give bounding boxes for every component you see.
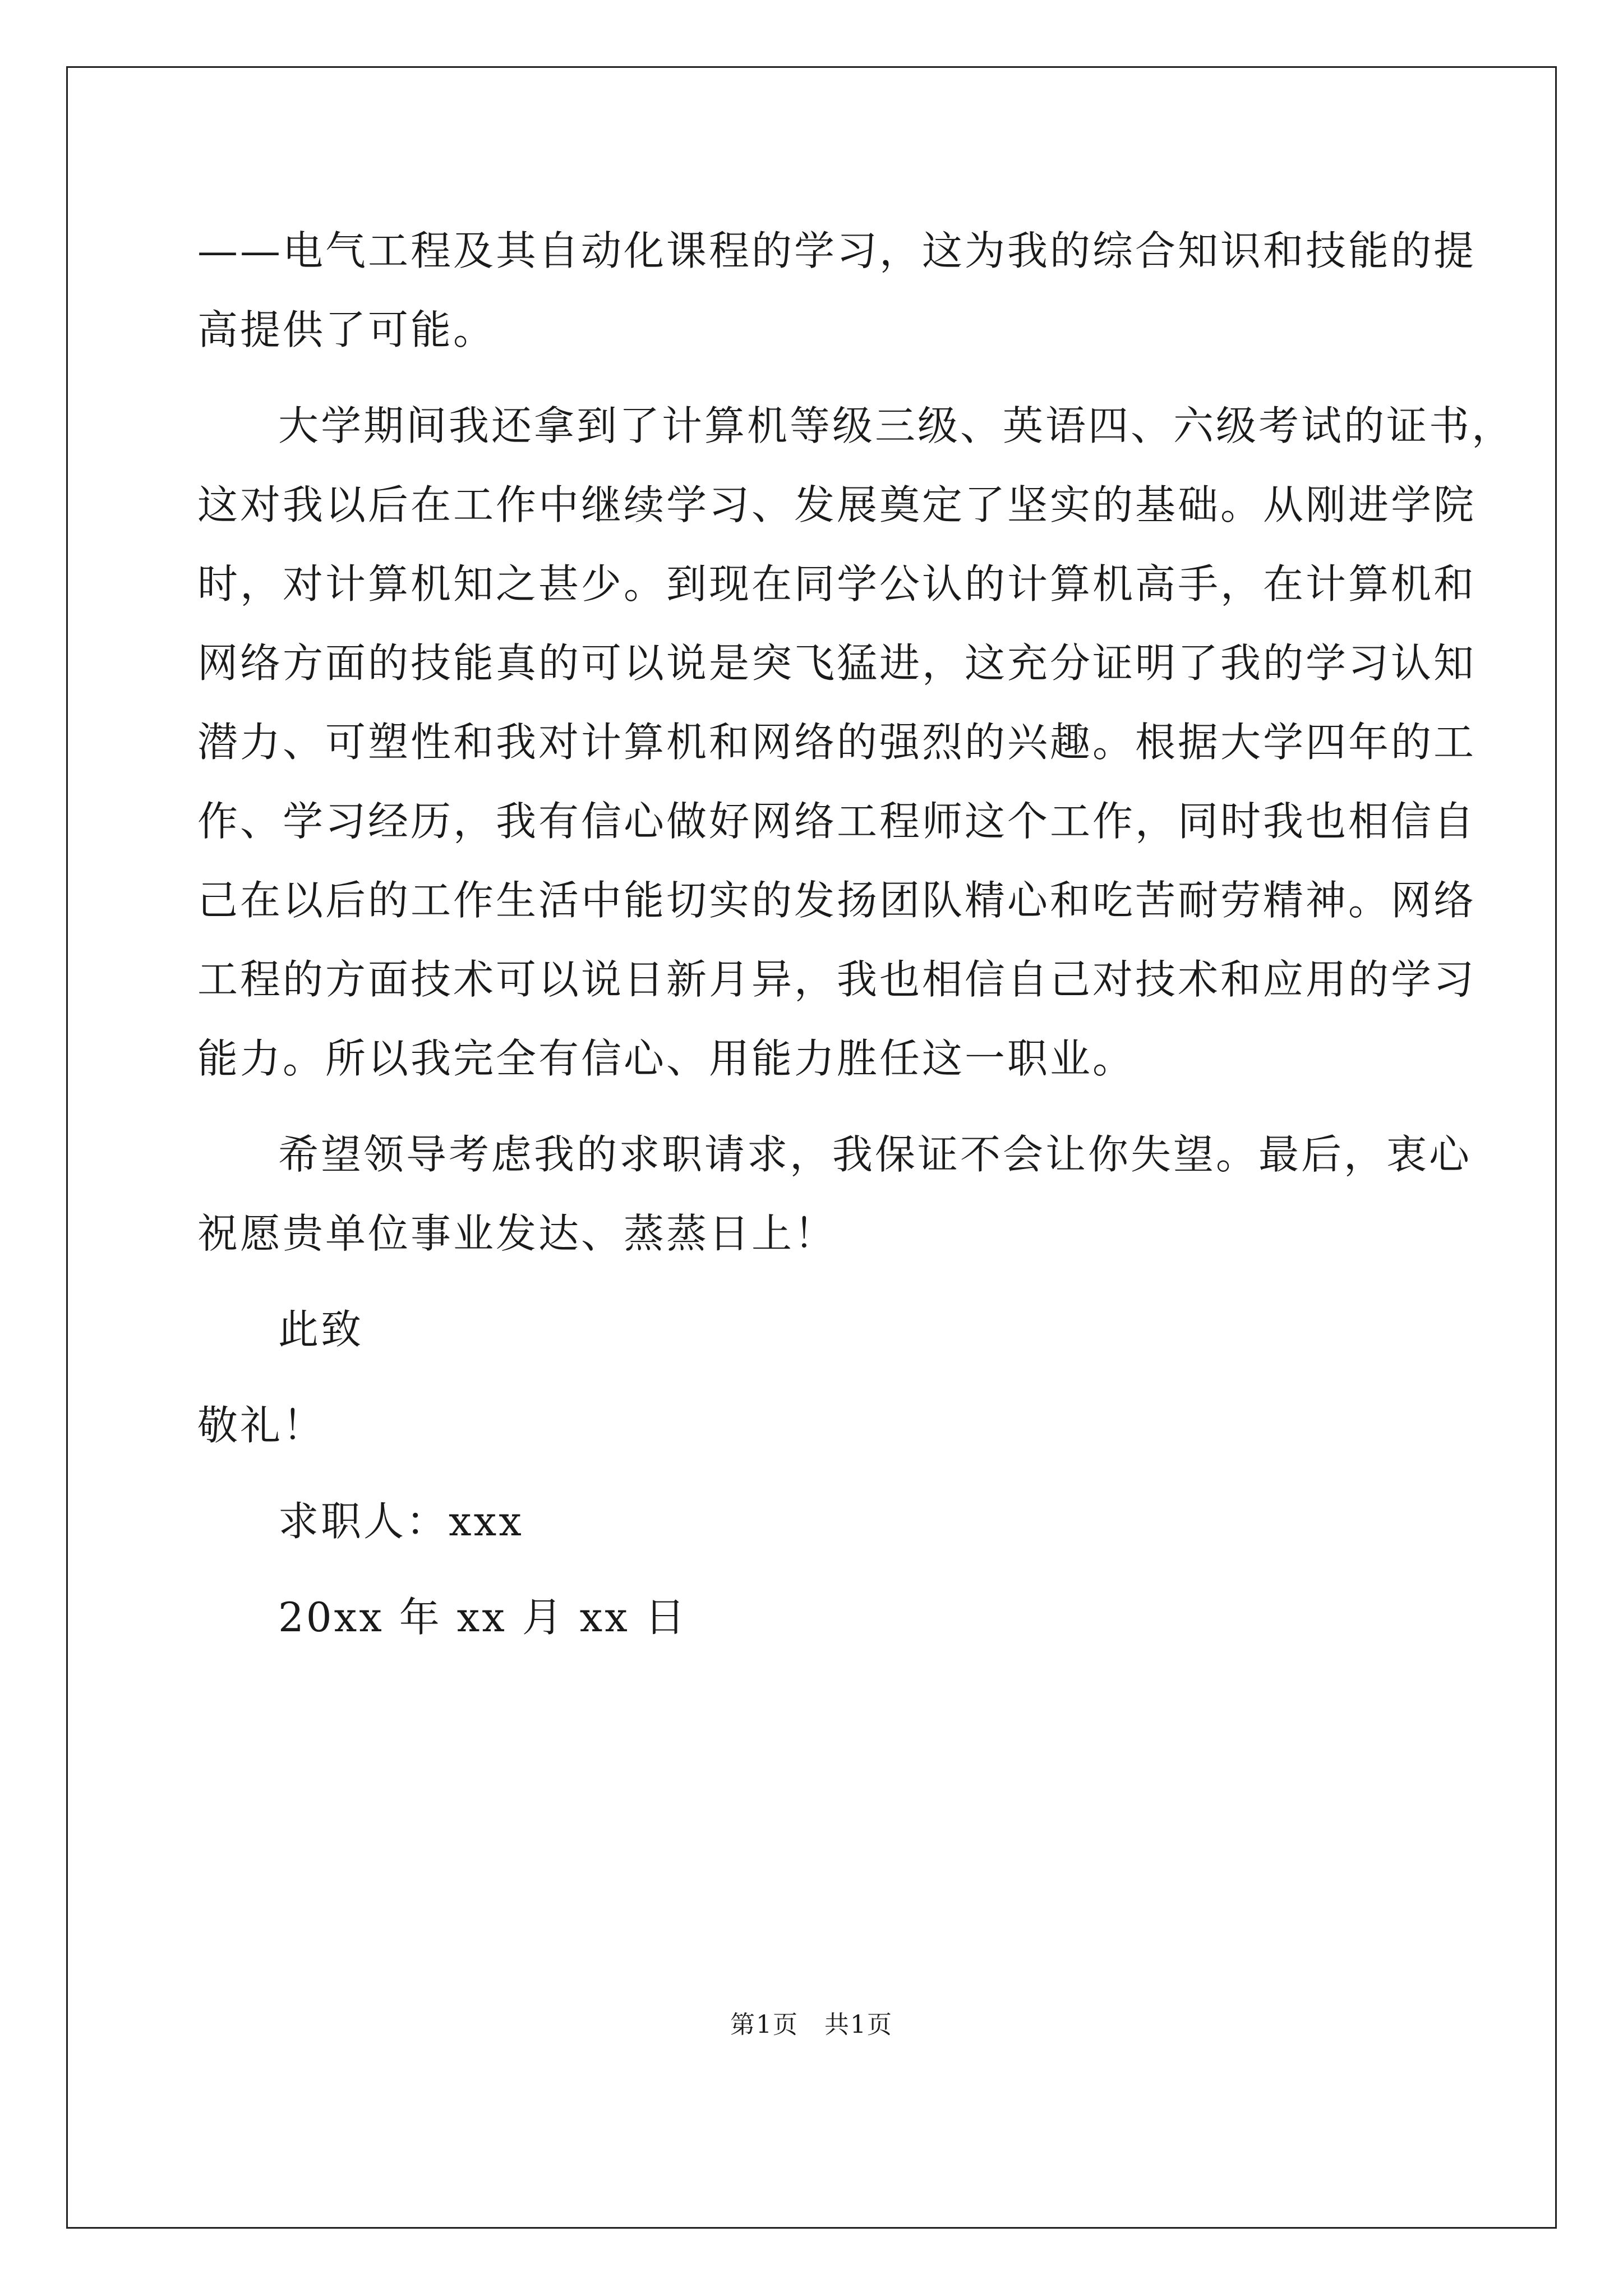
closing-respect: 敬礼！ xyxy=(197,1402,326,1449)
text-line: ——电气工程及其自动化课程的学习，这为我的综合知识和技能的提 xyxy=(197,227,1477,274)
applicant-signature: 求职人：xxx xyxy=(278,1498,524,1545)
text-line: 时，对计算机知之甚少。到现在同学公认的计算机高手，在计算机和 xyxy=(197,560,1477,608)
text-line: 己在以后的工作生活中能切实的发扬团队精心和吃苦耐劳精神。网络 xyxy=(197,877,1477,924)
page-number-footer: 第1页 共1页 xyxy=(730,2010,893,2039)
letter-date: 20xx 年 xx 月 xx 日 xyxy=(278,1594,688,1641)
text-line: 能力。所以我完全有信心、用能力胜任这一职业。 xyxy=(197,1035,1136,1082)
text-line: 这对我以后在工作中继续学习、发展奠定了坚实的基础。从刚进学院 xyxy=(197,481,1477,528)
paragraph-start-line: 大学期间我还拿到了计算机等级三级、英语四、六级考试的证书， xyxy=(278,402,1515,449)
text-line: 高提供了可能。 xyxy=(197,306,496,353)
text-line: 潜力、可塑性和我对计算机和网络的强烈的兴趣。根据大学四年的工 xyxy=(197,719,1477,766)
closing-salutation: 此致 xyxy=(278,1306,364,1353)
text-line: 祝愿贵单位事业发达、蒸蒸日上！ xyxy=(197,1210,837,1257)
text-line: 网络方面的技能真的可以说是突飞猛进，这充分证明了我的学习认知 xyxy=(197,639,1477,687)
text-line: 作、学习经历，我有信心做好网络工程师这个工作，同时我也相信自 xyxy=(197,798,1477,845)
text-line: 工程的方面技术可以说日新月异，我也相信自己对技术和应用的学习 xyxy=(197,956,1477,1003)
paragraph-start-line: 希望领导考虑我的求职请求，我保证不会让你失望。最后，衷心 xyxy=(278,1131,1472,1178)
